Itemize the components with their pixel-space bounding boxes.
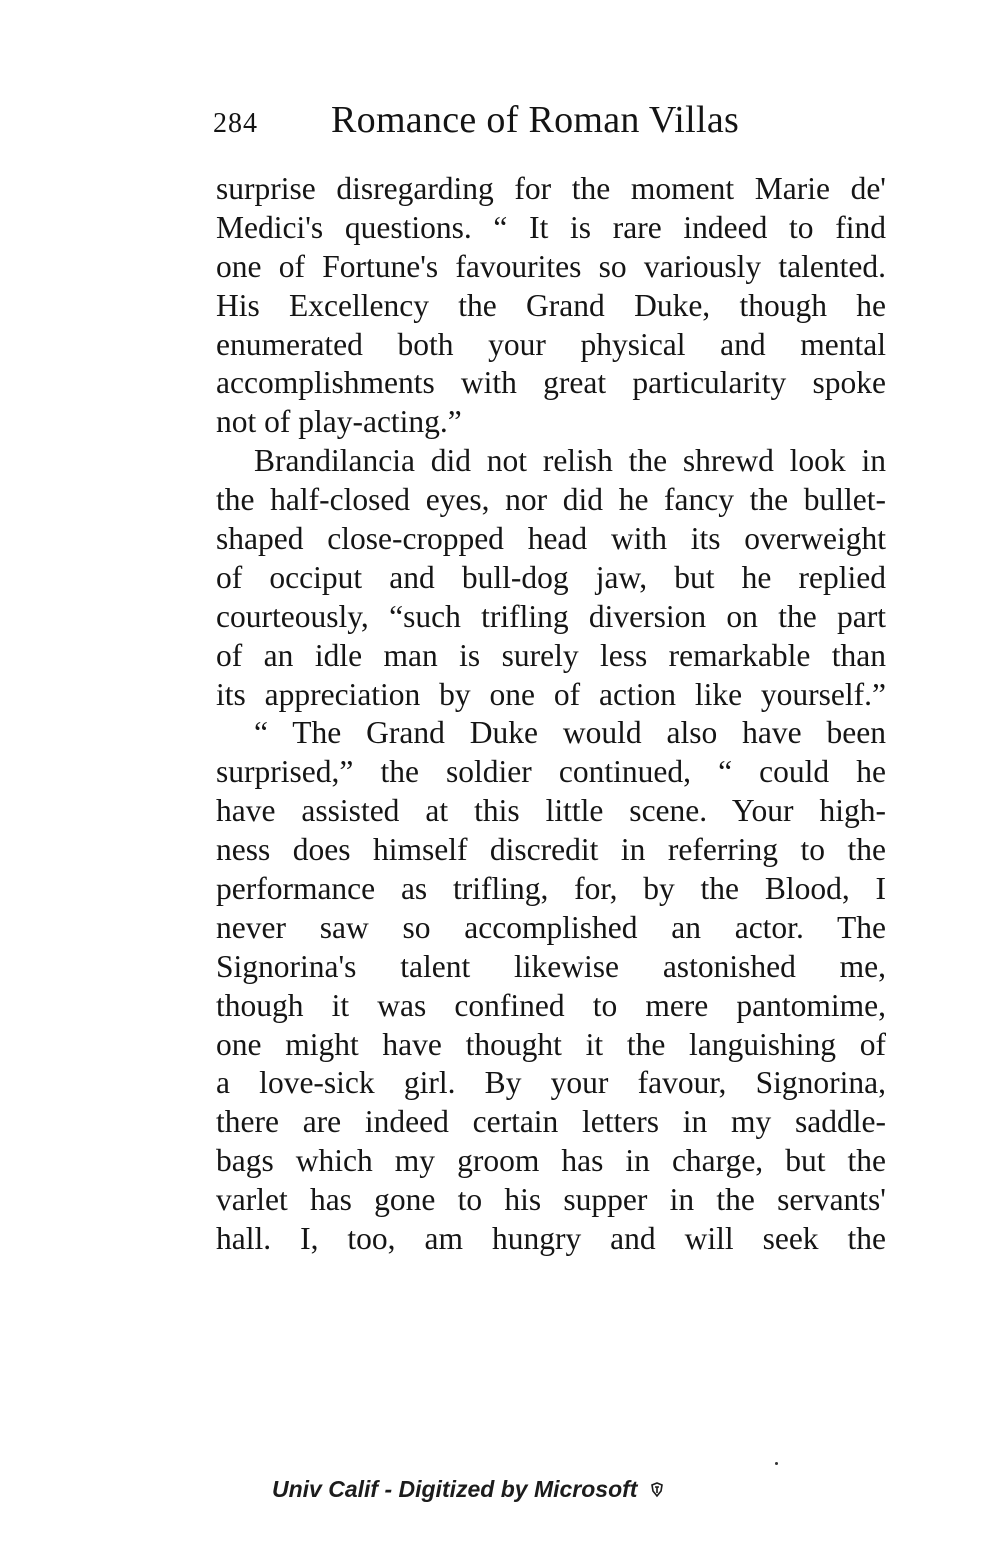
text-line: varlet has gone to his supper in the servants': [216, 1182, 886, 1218]
text-line: bags which my groom has in charge, but the: [216, 1143, 886, 1179]
text-line: “ The Grand Duke would also have been: [254, 715, 886, 751]
text-line: hall. I, too, am hungry and will seek the: [216, 1221, 886, 1257]
text-line: Brandilancia did not relish the shrewd look in: [254, 443, 886, 479]
text-line: never saw so accomplished an actor. The: [216, 909, 886, 945]
text-line: courteously, “such trifling diversion on the part: [216, 598, 886, 634]
text-line: its appreciation by one of action like yourself.”: [216, 676, 886, 712]
text-line: Medici's questions. “ It is rare indeed to find: [216, 209, 886, 245]
text-line: there are indeed certain letters in my saddle-: [216, 1104, 886, 1140]
digitization-watermark: [272, 1476, 664, 1503]
text-line: though it was confined to mere pantomime,: [216, 987, 886, 1023]
text-line: ness does himself discredit in referring to the: [216, 832, 886, 868]
microsoft-logo-icon: [650, 1482, 664, 1498]
text-line: His Excellency the Grand Duke, though he: [216, 287, 886, 323]
text-line: one of Fortune's favourites so variously talented.: [216, 248, 886, 284]
text-line: accomplishments with great particularity spoke: [216, 365, 886, 401]
text-line: performance as trifling, for, by the Blood, I: [216, 871, 886, 907]
text-line: of an idle man is surely less remarkable than: [216, 637, 886, 673]
body-text: [216, 170, 886, 1259]
text-line: the half-closed eyes, nor did he fancy the bullet-: [216, 482, 886, 518]
text-line: shaped close-cropped head with its overweight: [216, 521, 886, 557]
page-header: [213, 98, 893, 142]
running-title: Romance of Roman Villas: [331, 99, 740, 141]
scan-speck: [775, 1462, 778, 1465]
page-number: 284: [213, 108, 258, 139]
text-line: a love-sick girl. By your favour, Signorina,: [216, 1065, 886, 1101]
text-line: have assisted at this little scene. Your high-: [216, 793, 886, 829]
watermark-text: Univ Calif - Digitized by Microsoft: [272, 1476, 638, 1502]
text-line: not of play-acting.”: [216, 404, 462, 440]
text-line: surprise disregarding for the moment Marie de': [216, 171, 886, 206]
text-line: one might have thought it the languishing of: [216, 1026, 886, 1062]
text-line: of occiput and bull-dog jaw, but he replied: [216, 559, 886, 595]
text-line: Signorina's talent likewise astonished me,: [216, 948, 886, 984]
text-line: enumerated both your physical and mental: [216, 326, 886, 362]
text-line: surprised,” the soldier continued, “ could he: [216, 754, 886, 790]
